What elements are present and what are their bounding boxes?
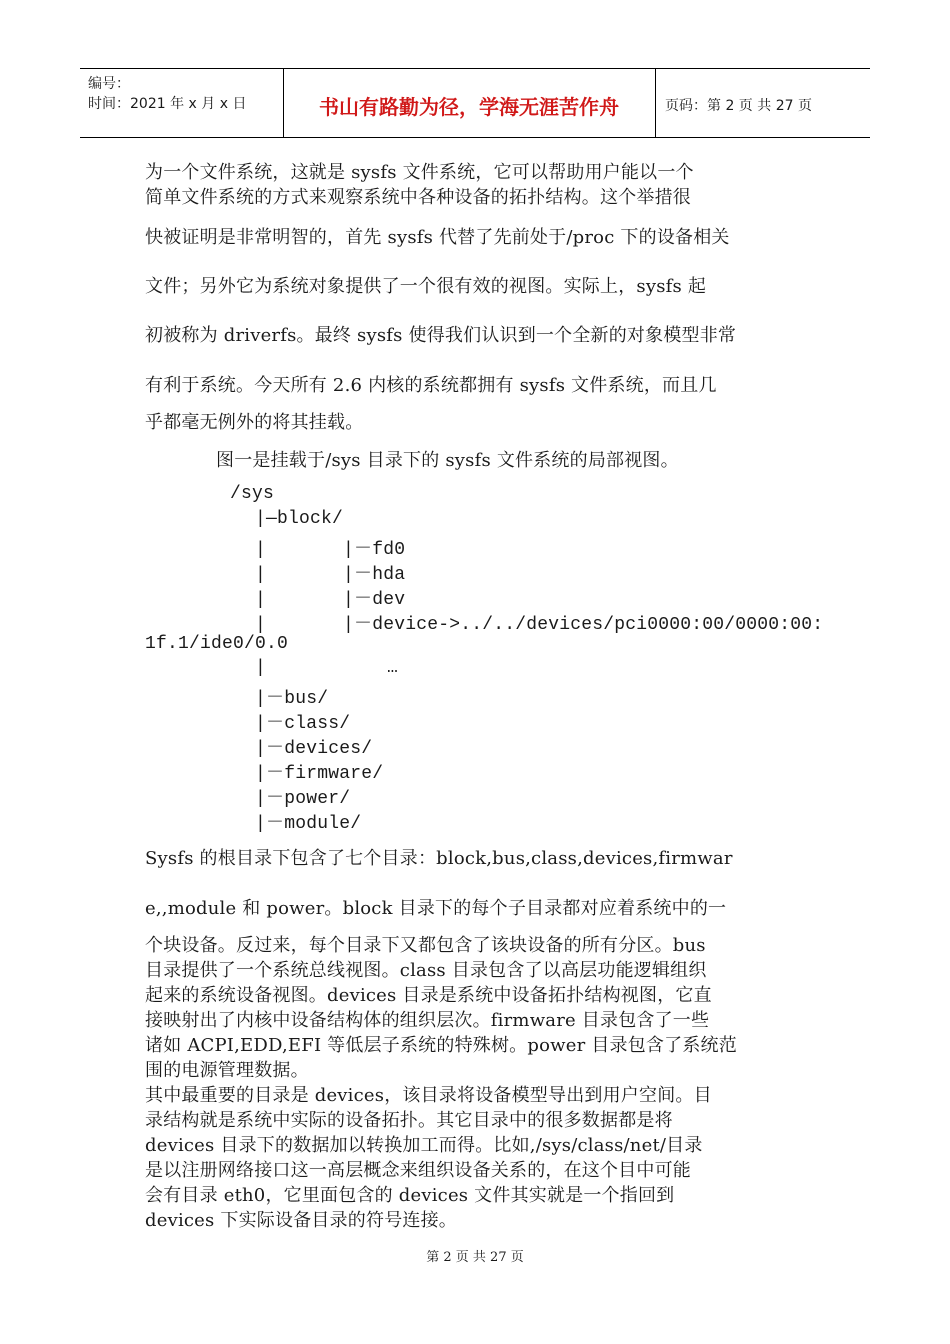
tree-line: |－class/: [255, 714, 351, 734]
tree-line: | |－device->../../devices/pci0000:00/0000:00:: [255, 615, 824, 635]
number-label: 编号：: [88, 76, 130, 92]
tree-line: 1f.1/ide0/0.0: [145, 634, 289, 654]
tree-line: |－bus/: [255, 689, 329, 709]
p3-line: 录结构就是系统中实际的设备拓扑。其它目录中的很多数据都是将: [145, 1110, 673, 1131]
p3-line: devices 目录下的数据加以转换加工而得。比如,/sys/class/net/目录: [145, 1135, 703, 1156]
figure-caption: 图一是挂载于/sys 目录下的 sysfs 文件系统的局部视图。: [216, 450, 679, 471]
p1-line: 文件；另外它为系统对象提供了一个很有效的视图。实际上，sysfs 起: [145, 276, 707, 297]
p2-line: 起来的系统设备视图。devices 目录是系统中设备拓扑结构视图，它直: [145, 985, 712, 1006]
p2-line: Sysfs 的根目录下包含了七个目录：block,bus,class,devices,firmwar: [145, 848, 733, 869]
tree-line: |－power/: [255, 789, 351, 809]
p3-line: devices 下实际设备目录的符号连接。: [145, 1210, 457, 1231]
p2-line: 个块设备。反过来，每个目录下又都包含了该块设备的所有分区。bus: [145, 935, 706, 956]
tree-line: | |－fd0: [255, 540, 406, 560]
tree-line: |－firmware/: [255, 764, 384, 784]
tree-line: /sys: [230, 484, 275, 504]
p1-line: 快被证明是非常明智的，首先 sysfs 代替了先前处于/proc 下的设备相关: [145, 227, 730, 248]
p2-line: 目录提供了一个系统总线视图。class 目录包含了以高层功能逻辑组织: [145, 960, 707, 981]
p3-line: 其中最重要的目录是 devices，该目录将设备模型导出到用户空间。目: [145, 1085, 712, 1106]
tree-line: |－module/: [255, 814, 362, 834]
p1-line: 乎都毫无例外的将其挂载。: [145, 412, 364, 433]
tree-line: |－devices/: [255, 739, 373, 759]
p2-line: 诸如 ACPI,EDD,EFI 等低层子系统的特殊树。power 目录包含了系统范: [145, 1035, 737, 1056]
p1-line: 初被称为 driverfs。最终 sysfs 使得我们认识到一个全新的对象模型非常: [145, 325, 737, 346]
p1-line: 有利于系统。今天所有 2.6 内核的系统都拥有 sysfs 文件系统，而且几: [145, 375, 717, 396]
p3-line: 会有目录 eth0，它里面包含的 devices 文件其实就是一个指回到: [145, 1185, 675, 1206]
p2-line: 围的电源管理数据。: [145, 1060, 309, 1081]
header-motto-cell: [283, 69, 656, 137]
page-label: 页码：第 2 页 共 27 页: [665, 98, 812, 114]
tree-line: |—block/: [255, 509, 344, 529]
motto: 书山有路勤为径，学海无涯苦作舟: [319, 95, 619, 119]
p2-line: e,,module 和 power。block 目录下的每个子目录都对应着系统中的一: [145, 898, 727, 919]
p1-line: 简单文件系统的方式来观察系统中各种设备的拓扑结构。这个举措很: [145, 187, 691, 208]
p2-line: 接映射出了内核中设备结构体的组织层次。firmware 目录包含了一些: [145, 1010, 710, 1031]
tree-line: | |－dev: [255, 590, 406, 610]
p1-line: 为一个文件系统，这就是 sysfs 文件系统，它可以帮助用户能以一个: [145, 162, 694, 183]
header-page-cell: [655, 69, 870, 137]
p3-line: 是以注册网络接口这一高层概念来组织设备关系的，在这个目中可能: [145, 1160, 691, 1181]
time-label: 时间：2021 年 x 月 x 日: [88, 96, 247, 112]
page-footer: 第 2 页 共 27 页: [426, 1250, 524, 1265]
tree-line: | |－hda: [255, 565, 406, 585]
header-meta-cell: [80, 69, 284, 137]
page-header: [80, 68, 870, 138]
tree-line: | …: [255, 658, 399, 678]
